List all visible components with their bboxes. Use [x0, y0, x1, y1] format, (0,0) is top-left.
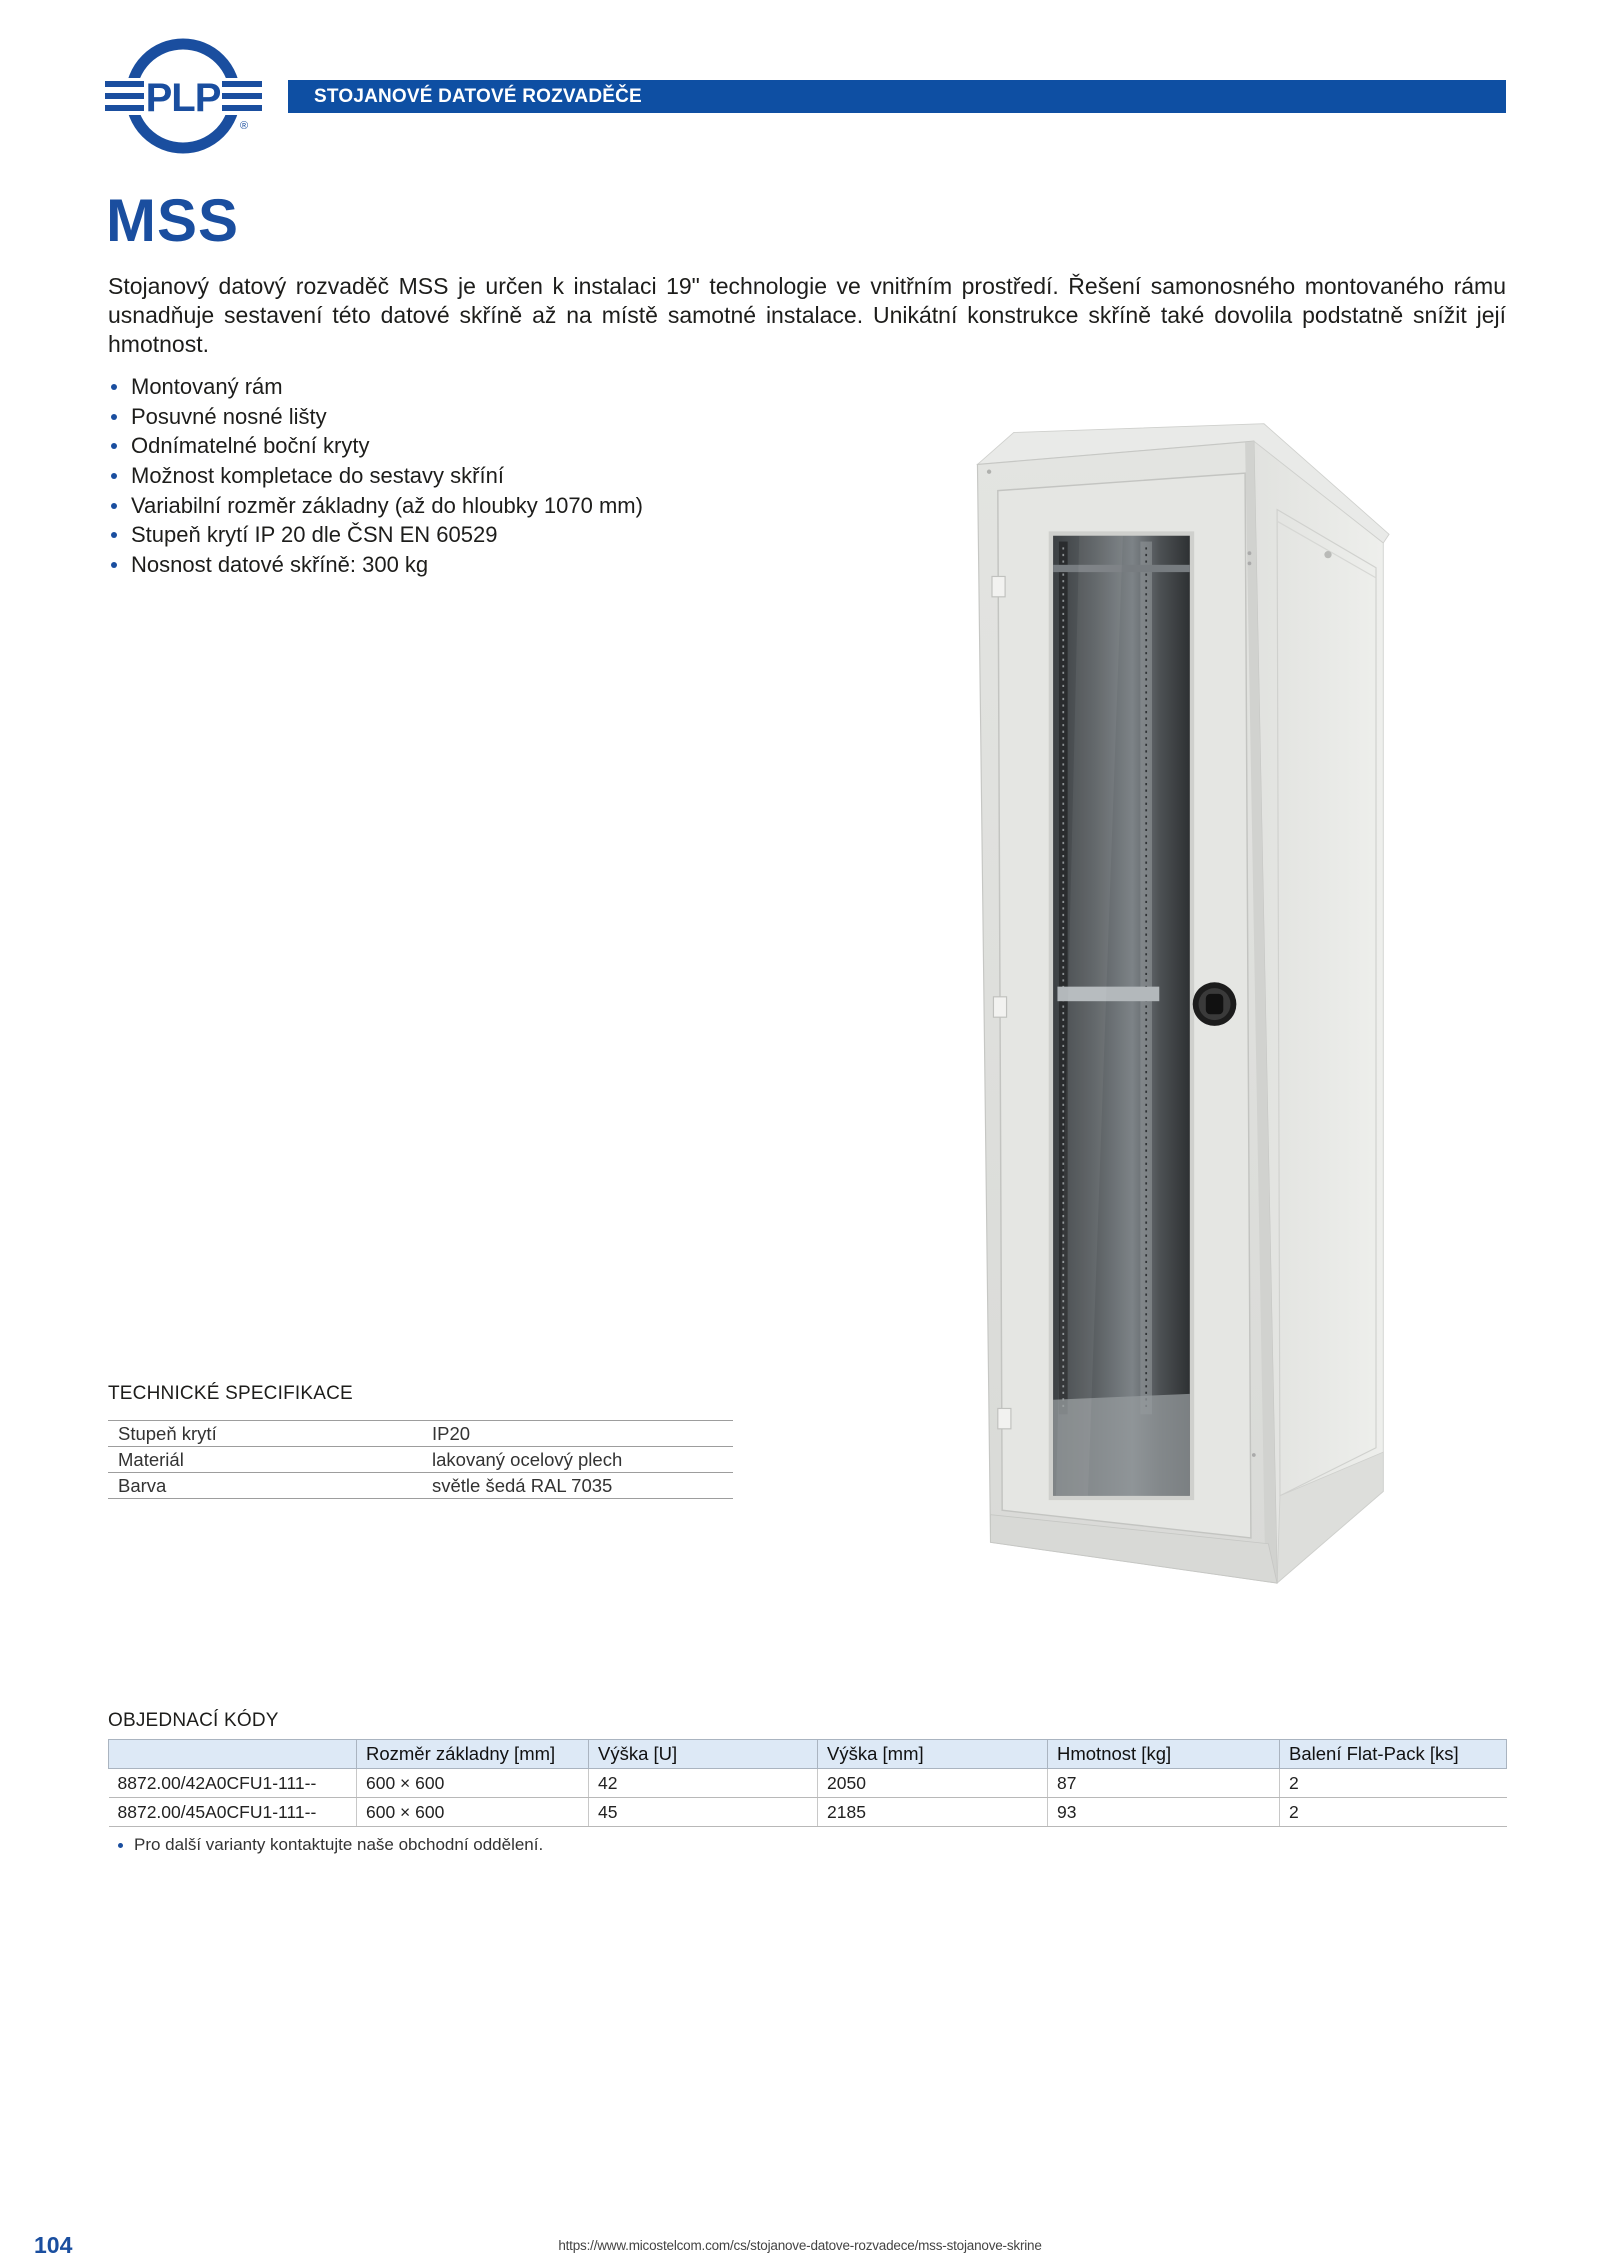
feature-text: Odnímatelné boční kryty: [131, 433, 370, 459]
bullet-icon: [111, 532, 117, 538]
flatpack-qty: 2: [1280, 1769, 1507, 1798]
feature-item: [108, 431, 928, 461]
logo-registered-mark: ®: [240, 120, 249, 132]
weight-kg: 93: [1048, 1798, 1280, 1827]
feature-item: [108, 402, 928, 432]
bullet-icon: [111, 562, 117, 568]
feature-item: [108, 550, 928, 580]
feature-text: Možnost kompletace do sestavy skříní: [131, 463, 504, 489]
door-hinge: [998, 1408, 1011, 1428]
order-code: 8872.00/45A0CFU1-111--: [109, 1798, 357, 1827]
bullet-icon: [111, 384, 117, 390]
logo-stripe: [105, 81, 144, 87]
spec-value: IP20: [422, 1421, 733, 1447]
bullet-icon: [111, 473, 117, 479]
height-u: 42: [589, 1769, 818, 1798]
spec-row: [108, 1447, 733, 1473]
table-row: [109, 1769, 1507, 1798]
door-lock-cylinder: [1206, 994, 1223, 1014]
weight-kg: 87: [1048, 1769, 1280, 1798]
door-hinge: [992, 576, 1005, 596]
category-title: STOJANOVÉ DATOVÉ ROZVADĚČE: [314, 86, 642, 107]
spec-label: Barva: [108, 1473, 422, 1499]
feature-text: Posuvné nosné lišty: [131, 403, 327, 429]
bullet-icon: [111, 503, 117, 509]
plp-logo: [100, 30, 270, 160]
feature-item: [108, 461, 928, 491]
flatpack-qty: 2: [1280, 1798, 1507, 1827]
frame-screw: [987, 470, 991, 474]
frame-screw: [1248, 561, 1252, 565]
header-cell-code: [109, 1740, 357, 1769]
spec-value: lakovaný ocelový plech: [422, 1447, 733, 1473]
feature-item: [108, 491, 928, 521]
header-cell-base: Rozměr základny [mm]: [357, 1740, 589, 1769]
feature-item: [108, 372, 928, 402]
logo-stripe: [222, 93, 262, 99]
logo-stripe: [222, 81, 262, 87]
logo-text: PLP: [145, 76, 221, 120]
bullet-icon: [111, 443, 117, 449]
header-cell-flatpack: Balení Flat-Pack [ks]: [1280, 1740, 1507, 1769]
height-mm: 2185: [818, 1798, 1048, 1827]
spec-row: [108, 1473, 733, 1499]
bullet-icon: [111, 414, 117, 420]
table-header-row: [109, 1740, 1507, 1769]
header-cell-height-mm: Výška [mm]: [818, 1740, 1048, 1769]
header-cell-height-u: Výška [U]: [589, 1740, 818, 1769]
spec-value: světle šedá RAL 7035: [422, 1473, 733, 1499]
base-size: 600 × 600: [357, 1769, 589, 1798]
category-header-bar: [288, 80, 1506, 113]
order-codes-heading: OBJEDNACÍ KÓDY: [108, 1710, 279, 1731]
base-size: 600 × 600: [357, 1798, 589, 1827]
order-note-text: Pro další varianty kontaktujte naše obchodní oddělení.: [134, 1835, 544, 1854]
spec-label: Stupeň krytí: [108, 1421, 422, 1447]
footer-url-link[interactable]: https://www.micostelcom.com/cs/stojanove-datove-rozvadece/mss-stojanove-skrine: [558, 2238, 1042, 2253]
tech-specs-heading: TECHNICKÉ SPECIFIKACE: [108, 1383, 353, 1404]
frame-screw: [1248, 551, 1252, 555]
side-lock-hole: [1324, 551, 1331, 558]
order-code: 8872.00/42A0CFU1-111--: [109, 1769, 357, 1798]
feature-text: Montovaný rám: [131, 374, 283, 399]
order-note: [108, 1833, 543, 1857]
page-number: 104: [34, 2232, 73, 2258]
feature-text: Stupeň krytí IP 20 dle ČSN EN 60529: [131, 522, 498, 548]
frame-screw: [1252, 1453, 1256, 1457]
door-hinge: [993, 997, 1006, 1017]
logo-stripe: [222, 105, 262, 111]
feature-text: Variabilní rozměr základny (až do hloubky 1070 mm): [131, 492, 643, 518]
logo-stripe: [105, 93, 144, 99]
order-codes-table: [108, 1739, 1507, 1827]
product-description: Stojanový datový rozvaděč MSS je určen k instalaci 19" technologie ve vnitřním prostředí. Řešení samonosného montovaného rámu usnadňuje sestavení této datové skříně až na místě samotné instalace. Unikátní konstrukce skříně také dovolila podstatně snížit její hmotnost.: [108, 273, 1506, 357]
table-row: [109, 1798, 1507, 1827]
feature-list: [108, 372, 928, 580]
feature-text: Nosnost datové skříně: 300 kg: [131, 552, 429, 578]
cabinet-image: [960, 415, 1400, 1590]
bullet-icon: [118, 1843, 123, 1848]
header-cell-weight: Hmotnost [kg]: [1048, 1740, 1280, 1769]
spec-row: [108, 1421, 733, 1447]
feature-item: [108, 520, 928, 550]
tech-specs-table: [108, 1420, 733, 1499]
height-mm: 2050: [818, 1769, 1048, 1798]
product-title: MSS: [106, 187, 240, 254]
logo-stripe: [105, 105, 144, 111]
spec-label: Materiál: [108, 1447, 422, 1473]
height-u: 45: [589, 1798, 818, 1827]
